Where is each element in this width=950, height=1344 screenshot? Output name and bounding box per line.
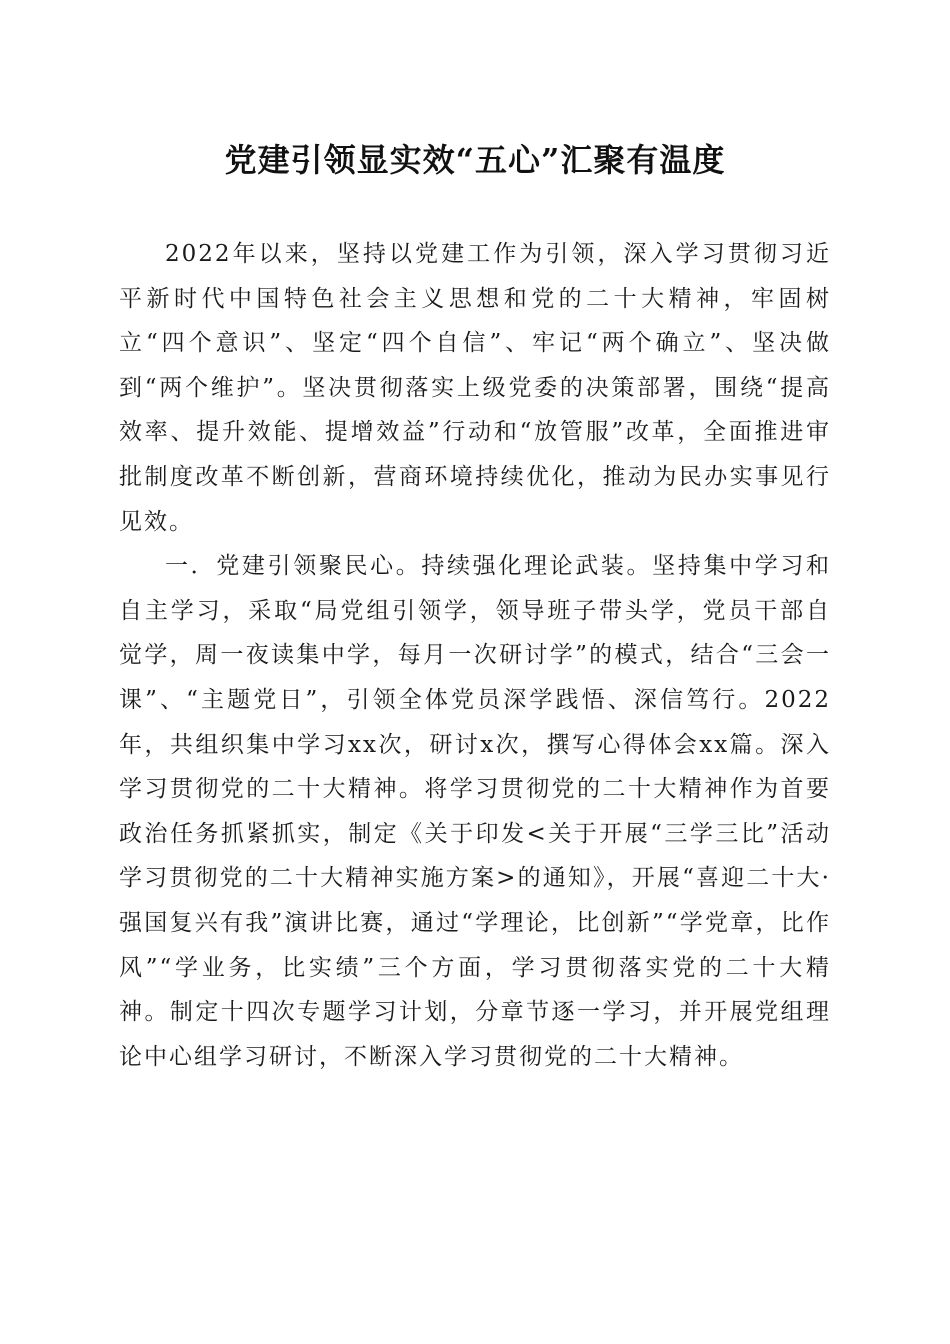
paragraph-section-one: 一．党建引领聚民心。持续强化理论武装。坚持集中学习和自主学习，采取“局党组引领学，领导班子带头学，党员干部自觉学，周一夜读集中学，每月一次研讨学”的模式，结合“三会一课”、“主题党日”，引领全体党员深学践悟、深信笃行。2022年，共组织集中学习xx次，研讨x次，撰写心得体会xx篇。深入学习贯彻党的二十大精神。将学习贯彻党的二十大精神作为首要政治任务抓紧抓实，制定《关于印发<关于开展“三学三比”活动学习贯彻党的二十大精神实施方案>的通知》，开展“喜迎二十大·强国复兴有我”演讲比赛，通过“学理论，比创新”“学党章，比作风”“学业务，比实绩”三个方面，学习贯彻落实党的二十大精神。制定十四次专题学习计划，分章节逐一学习，并开展党组理论中心组学习研讨，不断深入学习贯彻党的二十大精神。 (119, 553, 831, 1070)
paragraph-intro: 2022年以来，坚持以党建工作为引领，深入学习贯彻习近平新时代中国特色社会主义思想和党的二十大精神，牢固树立“四个意识”、坚定“四个自信”、牢记“两个确立”、坚决做到“两个维护”。坚决贯彻落实上级党委的决策部署，围绕“提高效率、提升效能、提增效益”行动和“放管服”改革，全面推进审批制度改革不断创新，营商环境持续优化，推动为民办实事见行见效。 (119, 241, 831, 535)
document-title: 党建引领显实效“五心”汇聚有温度 (224, 141, 726, 179)
document-body (119, 232, 831, 1079)
